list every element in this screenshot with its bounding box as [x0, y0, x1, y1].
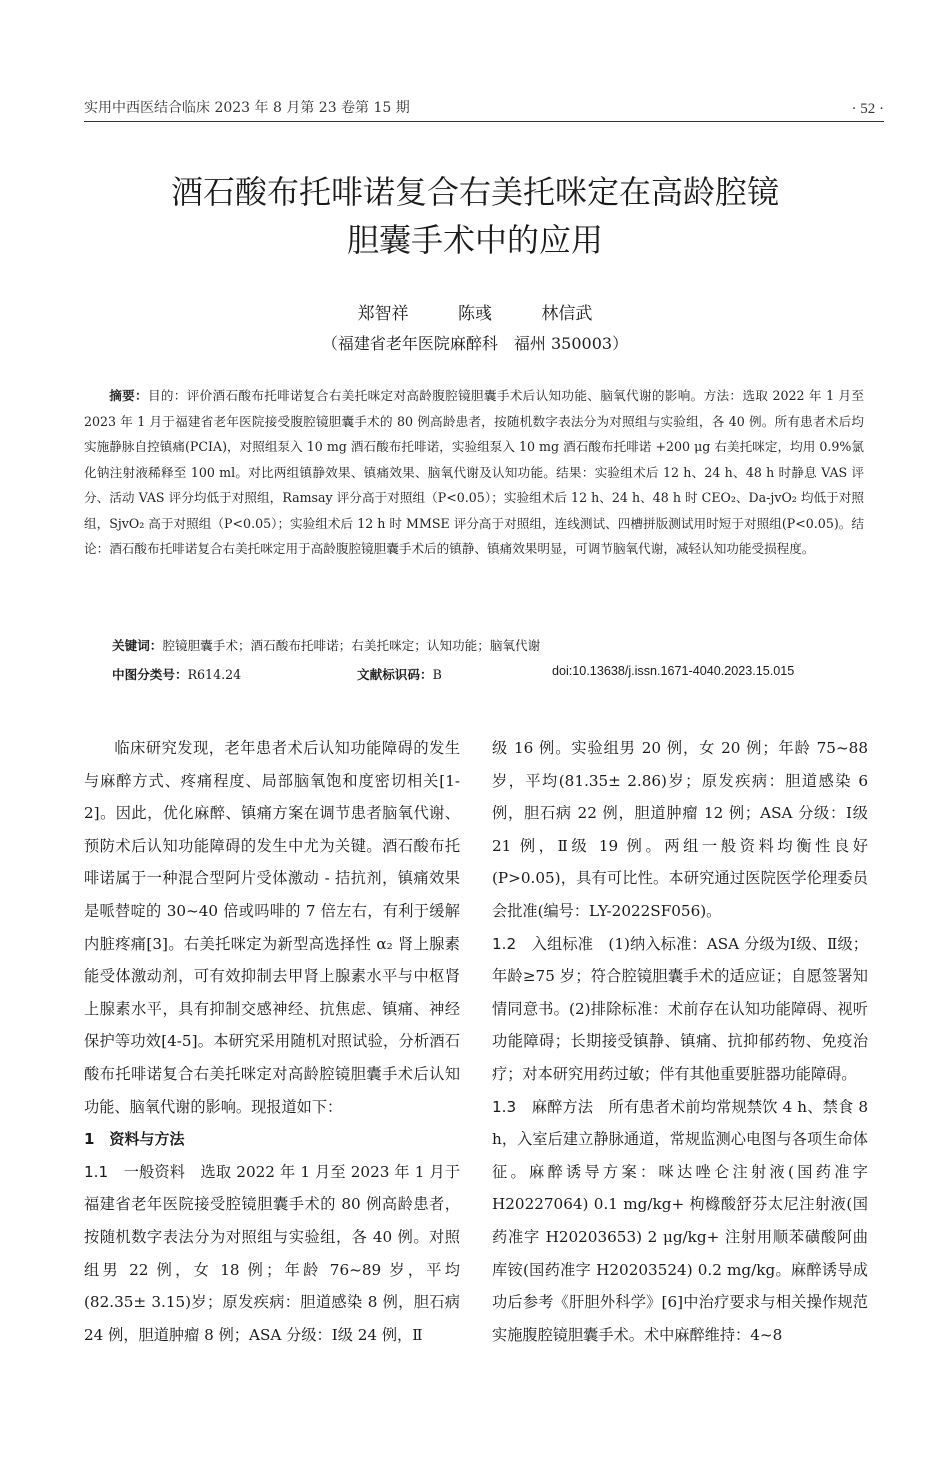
- author-list: [84, 299, 866, 324]
- affiliation: （福建省老年医院麻醉科 福州 350003）: [321, 334, 629, 353]
- section-heading: 1 资料与方法: [84, 1130, 185, 1149]
- abstract: [84, 383, 864, 562]
- paragraph-1-1-continued: 级 16 例。实验组男 20 例，女 20 例；年龄 75~88 岁，平均(81.35± 2.86)岁；原发疾病：胆道感染 6 例，胆石病 22 例，胆道肿瘤 12 例；ASA 分级：Ⅰ级 21 例，Ⅱ级 19 例。两组一般资料均衡性良好(P>0.05)，具有可比性。本研究通过医院医学伦理委员会批准(编号：LY-2022SF056)。: [492, 739, 868, 920]
- paragraph-1-3: [492, 1091, 868, 1352]
- subsection-heading: 1.3 麻醉方法: [492, 1097, 594, 1116]
- abstract-text: 目的：评价酒石酸布托啡诺复合右美托咪定对高龄腹腔镜胆囊手术后认知功能、脑氧代谢的影响。方法：选取 2022 年 1 月至 2023 年 1 月于福建省老年医院接受腹腔镜胆囊手术的 80 例高龄患者，按随机数字表法分为对照组与实验组，各 40 例。所有患者术后均实施静脉自控镇痛(PCIA)，对照组泵入 10 mg 酒石酸布托啡诺，实验组泵入 10 mg 酒石酸布托啡诺 +200 μg 右美托咪定，均用 0.9%氯化钠注射液稀释至 100 ml。对比两组镇静效果、镇痛效果、脑氧代谢及认知功能。结果：实验组术后 12 h、24 h、48 h 时静息 VAS 评分、活动 VAS 评分均低于对照组，Ramsay 评分高于对照组（P<0.05）；实验组术后 12 h、24 h、48 h 时 CEO₂、Da-jvO₂ 均低于对照组，SjvO₂ 高于对照组（P<0.05）；实验组术后 12 h 时 MMSE 评分高于对照组，连线测试、四槽拼版测试用时短于对照组(P<0.05)。结论：酒石酸布托啡诺复合右美托咪定用于高龄腹腔镜胆囊手术后的镇静、镇痛效果明显，可调节脑氧代谢，减轻认知功能受损程度。: [84, 388, 864, 556]
- clc-number: [112, 664, 241, 683]
- clc-label: 中图分类号：: [112, 667, 188, 682]
- paragraph-text: 所有患者术前均常规禁饮 4 h、禁食 8 h，入室后建立静脉通道，常规监测心电图与各项生命体征。麻醉诱导方案：咪达唑仑注射液(国药准字 H20227064) 0.1 mg/kg+ 枸橼酸舒芬太尼注射液(国药准字 H20203653) 2 μg/kg+ 注射用顺苯磺酸阿曲库铵(国药准字 H20203524) 0.2 mg/kg。麻醉诱导成功后参考《肝胆外科学》[6]中治疗要求与相关操作规范实施腹腔镜胆囊手术。术中麻醉维持：4~8: [492, 1097, 868, 1344]
- author-name: 郑智祥: [357, 304, 409, 324]
- paragraph-1-2: [492, 928, 868, 1091]
- doc-code-label: 文献标识码：: [357, 667, 433, 682]
- paragraph-1-1: [84, 1156, 460, 1352]
- author-name: 林信武: [541, 304, 593, 324]
- doi: doi:10.13638/j.issn.1671-4040.2023.15.015: [552, 664, 795, 678]
- doc-code-value: B: [432, 667, 442, 682]
- subsection-heading: 1.1 一般资料: [84, 1162, 186, 1181]
- keywords: [112, 635, 872, 654]
- article-title: [84, 168, 866, 264]
- intro-paragraph: 临床研究发现，老年患者术后认知功能障碍的发生与麻醉方式、疼痛程度、局部脑氧饱和度密切相关[1-2]。因此，优化麻醉、镇痛方案在调节患者脑氧代谢、预防术后认知功能障碍的发生中尤为关键。酒石酸布托啡诺属于一种混合型阿片受体激动 - 拮抗剂，镇痛效果是哌替啶的 30~40 倍或吗啡的 7 倍左右，有利于缓解内脏疼痛[3]。右美托咪定为新型高选择性 α₂ 肾上腺素能受体激动剂，可有效抑制去甲肾上腺素水平与中枢肾上腺素水平，具有抑制交感神经、抗焦虑、镇痛、神经保护等功效[4-5]。本研究采用随机对照试验，分析酒石酸布托啡诺复合右美托咪定对高龄腔镜胆囊手术后认知功能、脑氧代谢的影响。现报道如下：: [84, 739, 460, 1116]
- title-line-1: 酒石酸布托啡诺复合右美托咪定在高龄腔镜: [170, 173, 779, 211]
- clc-value: R614.24: [187, 667, 242, 682]
- keywords-label: 关键词：: [112, 638, 163, 653]
- body-column-right: [492, 732, 868, 1351]
- paragraph-text: (1)纳入标准：ASA 分级为Ⅰ级、Ⅱ级；年龄≥75 岁；符合腔镜胆囊手术的适应证；自愿签署知情同意书。(2)排除标准：术前存在认知功能障碍、视听功能障碍；长期接受镇静、镇痛、抗抑郁药物、免疫治疗；对本研究用药过敏；伴有其他重要脏器功能障碍。: [492, 934, 868, 1083]
- abstract-label: 摘要：: [109, 388, 148, 403]
- classification-row: [112, 664, 872, 684]
- journal-info: 实用中西医结合临床 2023 年 8 月第 23 卷第 15 期: [84, 100, 410, 116]
- running-header: [84, 97, 884, 122]
- body-column-left: [84, 732, 460, 1351]
- author-name: 陈彧: [458, 304, 492, 324]
- paragraph-text: 选取 2022 年 1 月至 2023 年 1 月于福建省老年医院接受腔镜胆囊手术的 80 例高龄患者，按随机数字表法分为对照组与实验组，各 40 例。对照组男 22 例，女 18 例；年龄 76~89 岁，平均(82.35± 3.15)岁；原发疾病：胆道感染 8 例，胆石病 24 例，胆道肿瘤 8 例；ASA 分级：Ⅰ级 24 例，Ⅱ: [84, 1162, 461, 1344]
- document-code: [357, 664, 442, 683]
- subsection-heading: 1.2 入组标准: [492, 934, 594, 953]
- page-number: · 52 ·: [851, 101, 884, 117]
- title-line-2: 胆囊手术中的应用: [346, 221, 603, 259]
- keywords-text: 腔镜胆囊手术；酒石酸布托啡诺；右美托咪定；认知功能；脑氧代谢: [162, 638, 541, 653]
